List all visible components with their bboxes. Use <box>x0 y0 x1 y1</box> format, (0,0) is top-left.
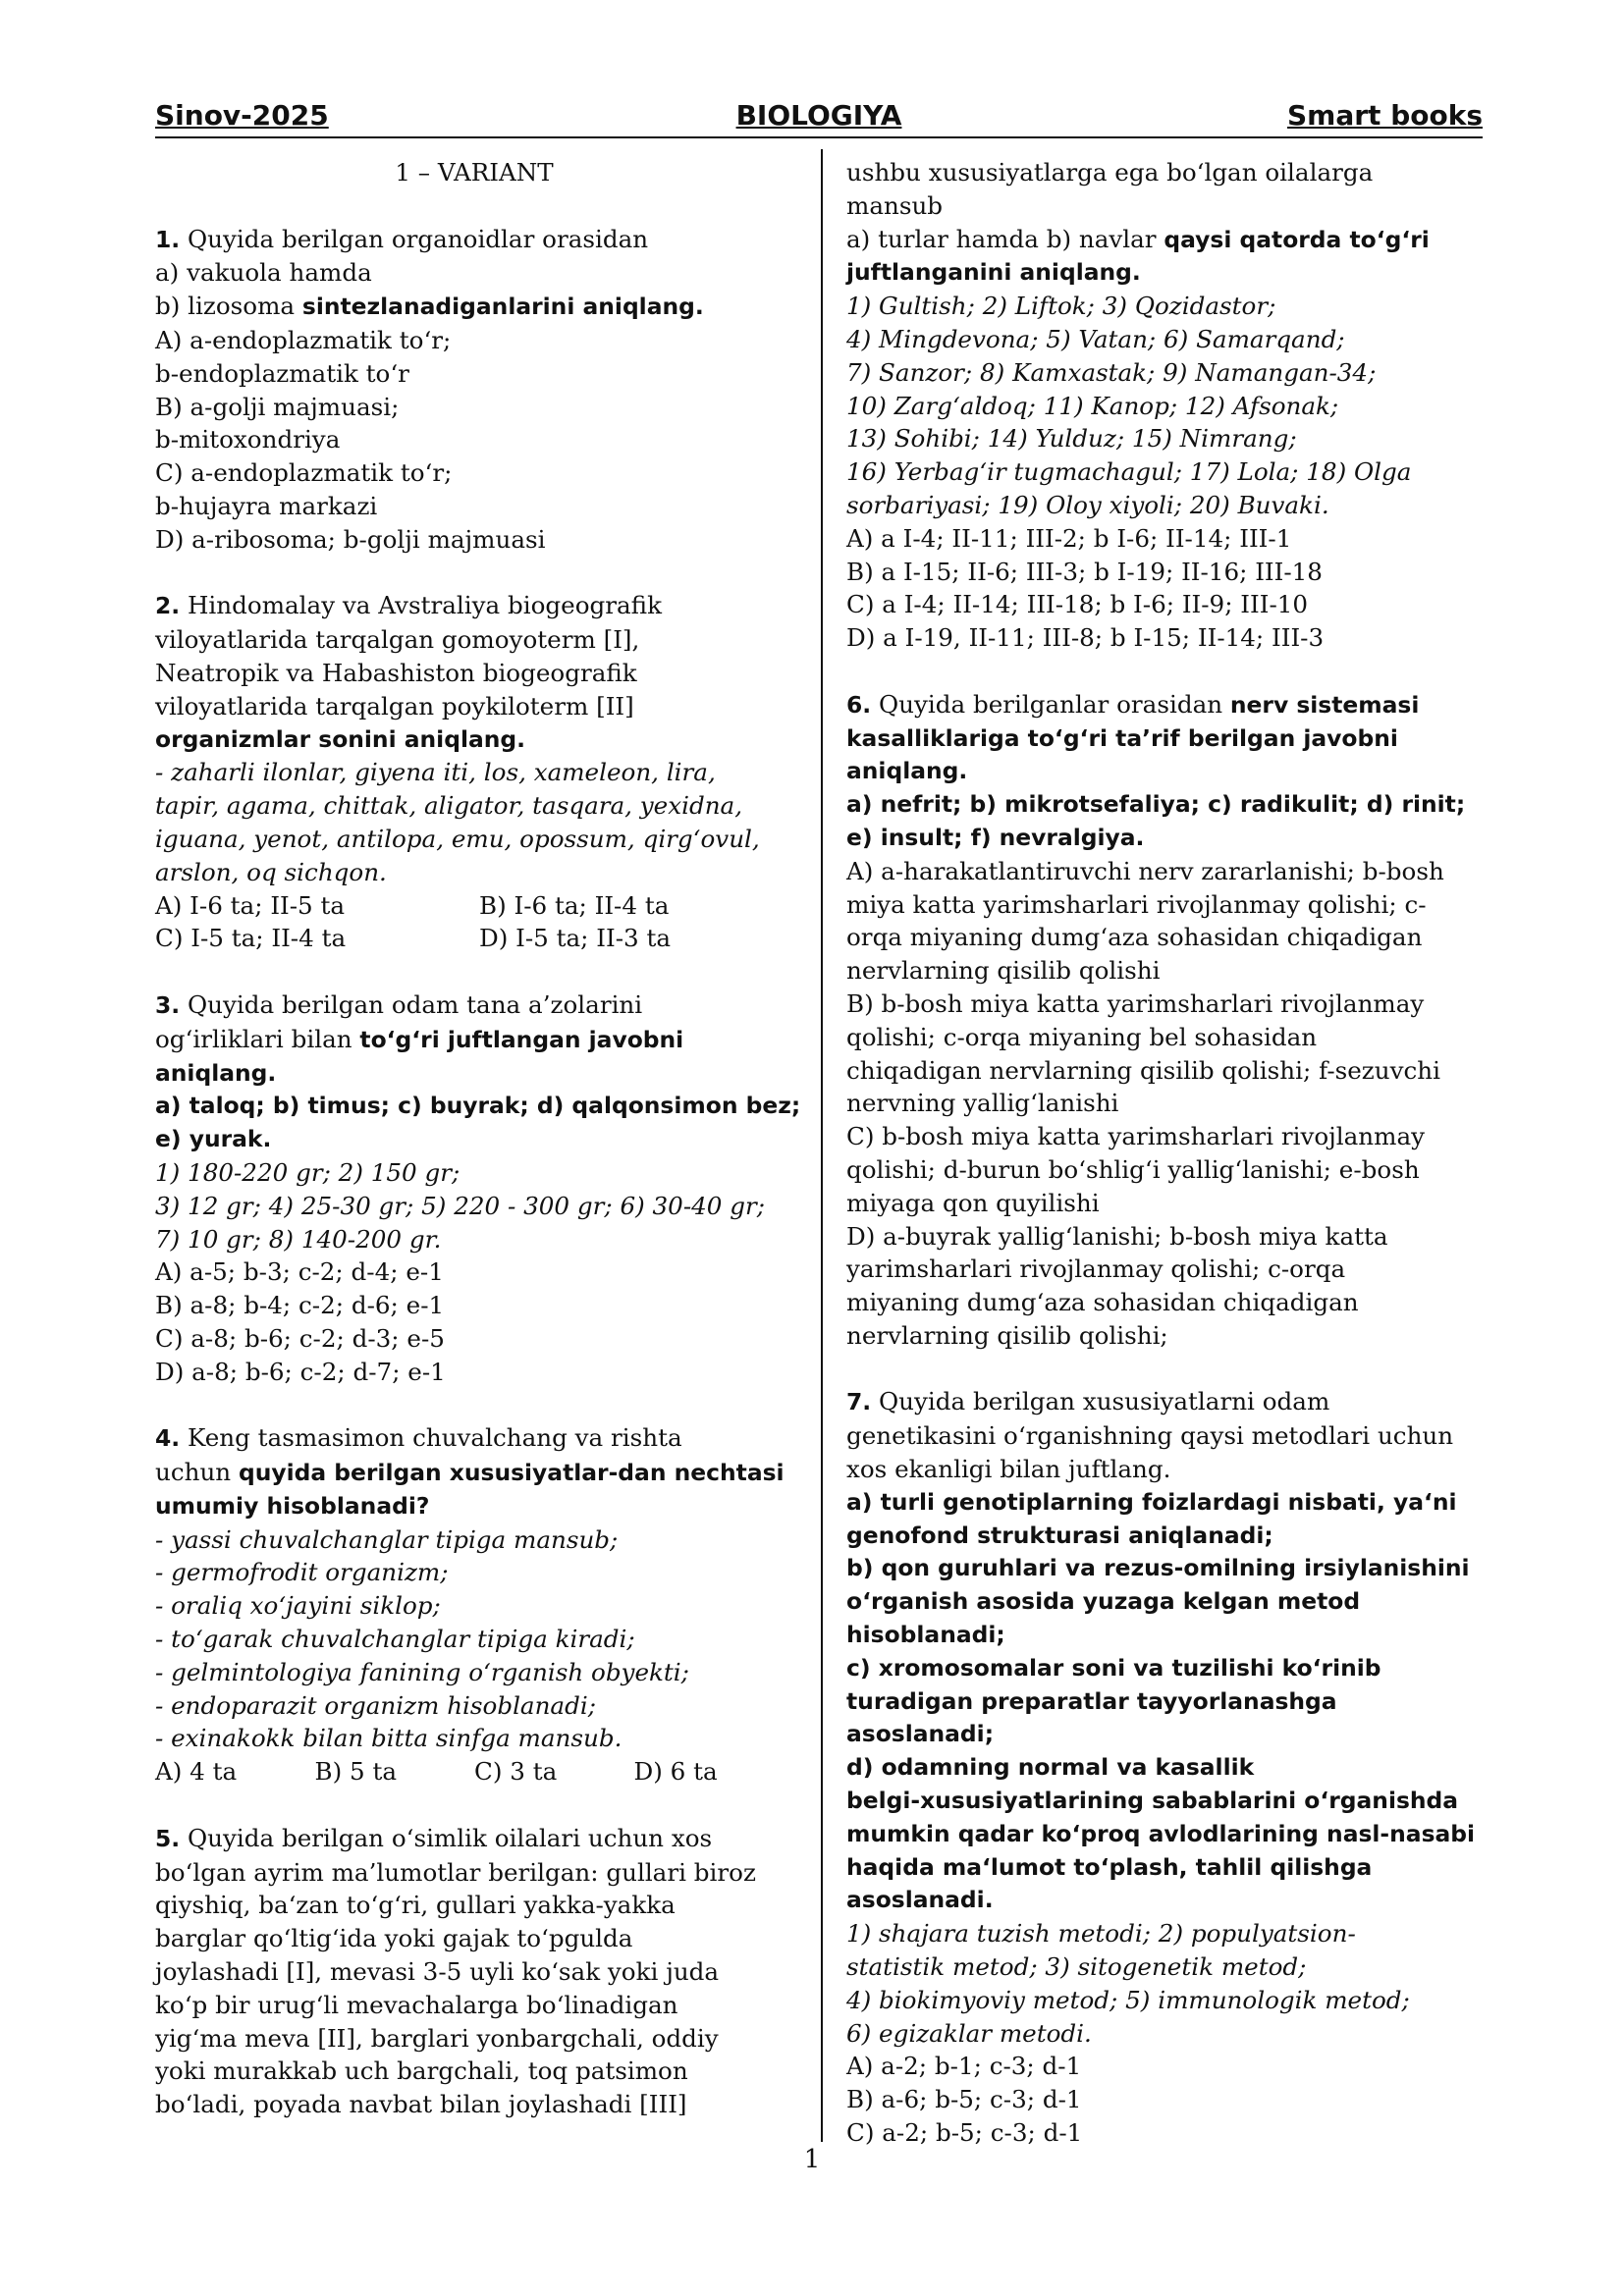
q4-line <box>155 1456 793 1490</box>
q5-line: yoki murakkab uch bargchali, toq patsimon <box>155 2056 688 2086</box>
q3-option: D) a-8; b-6; c-2; d-7; e-1 <box>155 1357 446 1386</box>
q5-text: Quyida berilgan o‘simlik oilalari uchun xos <box>180 1823 713 1852</box>
q3-task: aniqlang. <box>155 1058 277 1087</box>
q1-task: sintezlanadiganlarini aniqlang. <box>301 293 704 321</box>
q3-line <box>155 1023 793 1057</box>
q7-line: xos ekanligi bilan juftlang. <box>846 1455 1171 1484</box>
question-6 <box>846 688 1485 1353</box>
q4-task: quyida berilgan xususiyatlar-dan nechtasi <box>238 1459 785 1487</box>
q6-task: kasalliklariga to‘g‘ri ta’rif berilgan javobni <box>846 723 1398 752</box>
q6-option-line: nervning yallig‘lanishi <box>846 1089 1119 1118</box>
q1-line <box>155 290 793 324</box>
q4-task: umumiy hisoblanadi? <box>155 1491 430 1520</box>
q6-option-line: D) a-buyrak yallig‘lanishi; b-bosh miya katta <box>846 1221 1388 1251</box>
q3-option: B) a-8; b-4; c-2; d-6; e-1 <box>155 1291 445 1320</box>
q2-task: organizmlar sonini aniqlang. <box>155 724 526 753</box>
q1-number: 1. <box>155 225 181 253</box>
q2-option-a: A) I-6 ta; II-5 ta <box>155 890 346 920</box>
q5-list-line: 10) Zarg‘aldoq; 11) Kanop; 12) Afsonak; <box>846 391 1339 420</box>
q2-option-b: B) I-6 ta; II-4 ta <box>479 890 670 920</box>
q7-option: C) a-2; b-5; c-3; d-1 <box>846 2118 1083 2148</box>
q6-option-line: chiqadigan nervlarning qisilib qolishi; f-sezuvchi <box>846 1055 1440 1085</box>
q6-option-line: qolishi; d-burun bo‘shlig‘i yallig‘lanishi; e-bosh <box>846 1154 1420 1184</box>
q1-text: b) lizosoma <box>155 292 302 321</box>
q7-item: o‘rganish asosida yuzaga kelgan metod <box>846 1587 1361 1616</box>
q1-option: C) a-endoplazmatik to‘r; <box>155 458 453 488</box>
q6-option-line: nervlarning qisilib qolishi; <box>846 1320 1168 1350</box>
q6-task: nerv sistemasi <box>1229 690 1420 719</box>
q4-options-row <box>155 1755 793 1789</box>
q5-list-line: 13) Sohibi; 14) Yulduz; 15) Nimrang; <box>846 424 1297 454</box>
q2-line <box>155 589 793 623</box>
q7-item: a) turli genotiplarning foizlardagi nisbati, ya‘ni <box>846 1487 1457 1516</box>
q7-item: belgi-xususiyatlarining sabablarini o‘rganishda <box>846 1787 1459 1815</box>
q2-options-row <box>155 922 793 955</box>
q5-line: bo‘lgan ayrim ma’lumotlar berilgan: gullari biroz <box>155 1857 756 1887</box>
right-column <box>846 156 1485 2150</box>
q6-option-line: miyaga qon quyilishi <box>846 1188 1100 1217</box>
q5-list-line: 4) Mingdevona; 5) Vatan; 6) Samarqand; <box>846 324 1345 353</box>
q1-option: b-endoplazmatik to‘r <box>155 358 409 388</box>
q5-list-line: 7) Sanzor; 8) Kamxastak; 9) Namangan-34; <box>846 357 1377 387</box>
q2-line: viloyatlarida tarqalgan gomoyoterm [I], <box>155 625 640 655</box>
q2-option-c: C) I-5 ta; II-4 ta <box>155 924 347 953</box>
q3-number: 3. <box>155 990 181 1019</box>
q4-statement: - yassi chuvalchanglar tipiga mansub; <box>155 1524 619 1554</box>
q4-text: uchun <box>155 1458 239 1487</box>
q5-option: A) a I-4; II-11; III-2; b I-6; II-14; III-1 <box>846 523 1292 553</box>
q5-line: bo‘ladi, poyada navbat bilan joylashadi [III] <box>155 2090 687 2119</box>
q7-text: Quyida berilgan xususiyatlarni odam <box>871 1387 1330 1416</box>
q2-list-line: tapir, agama, chittak, aligator, tasqara, yexidna, <box>155 791 743 821</box>
column-divider <box>821 149 823 2142</box>
q3-items: e) yurak. <box>155 1125 272 1153</box>
header-left: Sinov-2025 <box>155 99 329 132</box>
q6-number: 6. <box>846 690 872 719</box>
q4-statement: - oraliq xo‘jayini siklop; <box>155 1591 441 1621</box>
q4-statement: - endoparazit organizm hisoblanadi; <box>155 1690 596 1720</box>
q4-option-d: D) 6 ta <box>633 1757 718 1787</box>
q7-option: A) a-2; b-1; c-3; d-1 <box>846 2052 1082 2081</box>
question-4 <box>155 1421 793 1789</box>
q3-line <box>155 988 793 1023</box>
q6-option-line: miyaning dumg‘aza sohasidan chiqadigan <box>846 1288 1359 1317</box>
q3-task: to‘g‘ri juftlangan javobni <box>359 1025 684 1053</box>
q6-option-line: C) b-bosh miya katta yarimsharlari rivojlanmay <box>846 1122 1426 1151</box>
q5-number: 5. <box>155 1824 181 1852</box>
q1-option: B) a-golji majmuasi; <box>155 392 400 421</box>
q5-list-line: 16) Yerbag‘ir tugmachagul; 17) Lola; 18) Olga <box>846 457 1412 487</box>
q5-line: ko‘p bir urug‘li mevachalarga bo‘linadigan <box>155 1990 678 2019</box>
q6-line <box>846 688 1485 722</box>
question-2 <box>155 589 793 955</box>
q7-item: haqida ma‘lumot to‘plash, tahlil qilishga <box>846 1852 1373 1881</box>
q4-statement: - exinakokk bilan bitta sinfga mansub. <box>155 1724 623 1753</box>
q5-option: C) a I-4; II-14; III-18; b I-6; II-9; III-10 <box>846 590 1309 619</box>
q7-item: asoslanadi. <box>846 1886 994 1914</box>
q7-item: hisoblanadi; <box>846 1621 1005 1649</box>
q5-line: ushbu xususiyatlarga ega bo‘lgan oilalarga <box>846 158 1374 187</box>
variant-title: 1 – VARIANT <box>395 158 554 187</box>
q3-text: og‘irliklari bilan <box>155 1024 360 1053</box>
q1-line: a) vakuola hamda <box>155 258 372 288</box>
q7-item: c) xromosomalar soni va tuzilishi ko‘rinib <box>846 1653 1381 1682</box>
q5-line: mansub <box>846 190 944 220</box>
q7-method: statistik metod; 3) sitogenetik metod; <box>846 1952 1307 1982</box>
q7-item: asoslanadi; <box>846 1720 995 1748</box>
q2-number: 2. <box>155 592 181 620</box>
q5-option: B) a I-15; II-6; III-3; b I-19; II-16; III-18 <box>846 557 1323 586</box>
q2-line: Neatropik va Habashiston biogeografik <box>155 658 637 687</box>
q7-number: 7. <box>846 1388 872 1416</box>
page-number: 1 <box>803 2145 821 2174</box>
q1-option: b-mitoxondriya <box>155 425 341 454</box>
header-right: Smart books <box>1287 99 1483 132</box>
question-1 <box>155 223 793 557</box>
q6-option-line: nervlarning qisilib qolishi <box>846 956 1161 986</box>
q5-line <box>846 223 1485 257</box>
q2-list-line: - zaharli ilonlar, giyena iti, los, xameleon, lira, <box>155 758 716 787</box>
q7-item: genofond strukturasi aniqlanadi; <box>846 1521 1273 1549</box>
q2-list-line: iguana, yenot, antilopa, emu, opossum, qirg‘ovul, <box>155 824 760 853</box>
q3-items: a) taloq; b) timus; c) buyrak; d) qalqonsimon bez; <box>155 1092 801 1120</box>
q4-number: 4. <box>155 1424 181 1453</box>
q7-item: d) odamning normal va kasallik <box>846 1753 1255 1782</box>
q7-method: 4) biokimyoviy metod; 5) immunologik metod; <box>846 1985 1410 2014</box>
q4-statement: - gelmintologiya fanining o‘rganish obyekti; <box>155 1657 689 1686</box>
q4-text: Keng tasmasimon chuvalchang va rishta <box>180 1423 682 1453</box>
q5-text: a) turlar hamda b) navlar <box>846 224 1164 253</box>
q5-line: yig‘ma meva [II], barglari yonbargchali, oddiy <box>155 2023 719 2053</box>
q2-line: viloyatlarida tarqalgan poykiloterm [II] <box>155 691 634 721</box>
q5-option: D) a I-19, II-11; III-8; b I-15; II-14; III-3 <box>846 623 1325 653</box>
q1-option: b-hujayra markazi <box>155 491 378 520</box>
q6-option-line: yarimsharlari rivojlanmay qolishi; c-orqa <box>846 1255 1346 1284</box>
q5-line: barglar qo‘ltig‘ida yoki gajak to‘pgulda <box>155 1924 633 1953</box>
q7-item: mumkin qadar ko‘proq avlodlarining nasl-nasabi <box>846 1819 1476 1847</box>
q7-line: genetikasini o‘rganishning qaysi metodlari uchun <box>846 1421 1454 1451</box>
q4-line <box>155 1421 793 1456</box>
q1-option: A) a-endoplazmatik to‘r; <box>155 325 452 354</box>
q4-option-a: A) 4 ta <box>155 1757 238 1787</box>
q4-statement: - to‘garak chuvalchanglar tipiga kiradi; <box>155 1625 635 1654</box>
q6-text: Quyida berilganlar orasidan <box>871 689 1230 719</box>
q2-list-line: arslon, oq sichqon. <box>155 857 387 886</box>
q2-options-row <box>155 889 793 923</box>
q7-method: 6) egizaklar metodi. <box>846 2018 1092 2048</box>
left-column <box>155 156 801 2121</box>
q3-values: 1) 180-220 gr; 2) 150 gr; <box>155 1157 460 1187</box>
q7-line <box>846 1385 1485 1419</box>
q7-option: B) a-6; b-5; c-3; d-1 <box>846 2085 1082 2114</box>
q3-option: A) a-5; b-3; c-2; d-4; e-1 <box>155 1257 444 1287</box>
q3-text: Quyida berilgan odam tana a’zolarini <box>180 989 643 1019</box>
q6-option-line: B) b-bosh miya katta yarimsharlari rivojlanmay <box>846 988 1425 1018</box>
q7-item: turadigan preparatlar tayyorlanashga <box>846 1686 1337 1715</box>
q2-option-d: D) I-5 ta; II-3 ta <box>479 924 672 953</box>
q6-option-line: miya katta yarimsharlari rivojlanmay qolishi; c- <box>846 889 1427 919</box>
q1-line <box>155 223 793 257</box>
q4-option-b: B) 5 ta <box>314 1757 397 1787</box>
q4-statement: - germofrodit organizm; <box>155 1558 449 1587</box>
q5-list-line: sorbariyasi; 19) Oloy xiyoli; 20) Buvaki. <box>846 490 1329 519</box>
q5-list-line: 1) Gultish; 2) Liftok; 3) Qozidastor; <box>846 292 1276 321</box>
header-subject: BIOLOGIYA <box>735 99 902 132</box>
q6-option-line: orqa miyaning dumg‘aza sohasidan chiqadigan <box>846 923 1423 952</box>
question-5-start <box>155 1822 793 2121</box>
page-header <box>155 97 1483 138</box>
q4-option-c: C) 3 ta <box>474 1757 558 1787</box>
q3-values: 3) 12 gr; 4) 25-30 gr; 5) 220 - 300 gr; 6) 30-40 gr; <box>155 1191 766 1220</box>
q1-text: Quyida berilgan organoidlar orasidan <box>180 224 649 253</box>
q7-method: 1) shajara tuzish metodi; 2) populyatsion- <box>846 1919 1356 1949</box>
question-5-continued <box>846 156 1485 655</box>
question-7 <box>846 1385 1485 2149</box>
q5-line: qiyshiq, ba‘zan to‘g‘ri, gullari yakka-yakka <box>155 1891 676 1920</box>
q6-option-line: qolishi; c-orqa miyaning bel sohasidan <box>846 1022 1318 1051</box>
q1-option: D) a-ribosoma; b-golji majmuasi <box>155 524 546 554</box>
q6-option-line: A) a-harakatlantiruvchi nerv zararlanishi; b-bosh <box>846 856 1444 885</box>
question-3 <box>155 988 801 1389</box>
q2-text: Hindomalay va Avstraliya biogeografik <box>180 591 662 620</box>
q3-values: 7) 10 gr; 8) 140-200 gr. <box>155 1224 442 1254</box>
q6-items: e) insult; f) nevralgiya. <box>846 823 1145 851</box>
q5-task: qaysi qatorda to‘g‘ri <box>1164 225 1430 253</box>
q6-items: a) nefrit; b) mikrotsefaliya; c) radikulit; d) rinit; <box>846 790 1466 819</box>
q3-option: C) a-8; b-6; c-2; d-3; e-5 <box>155 1323 445 1353</box>
q5-line: joylashadi [I], mevasi 3-5 uyli ko‘sak yoki juda <box>155 1957 720 1987</box>
q5-task: juftlanganini aniqlang. <box>846 258 1141 287</box>
q7-item: b) qon guruhlari va rezus-omilning irsiylanishini <box>846 1554 1470 1582</box>
q6-task: aniqlang. <box>846 757 968 785</box>
q5-line <box>155 1822 793 1856</box>
